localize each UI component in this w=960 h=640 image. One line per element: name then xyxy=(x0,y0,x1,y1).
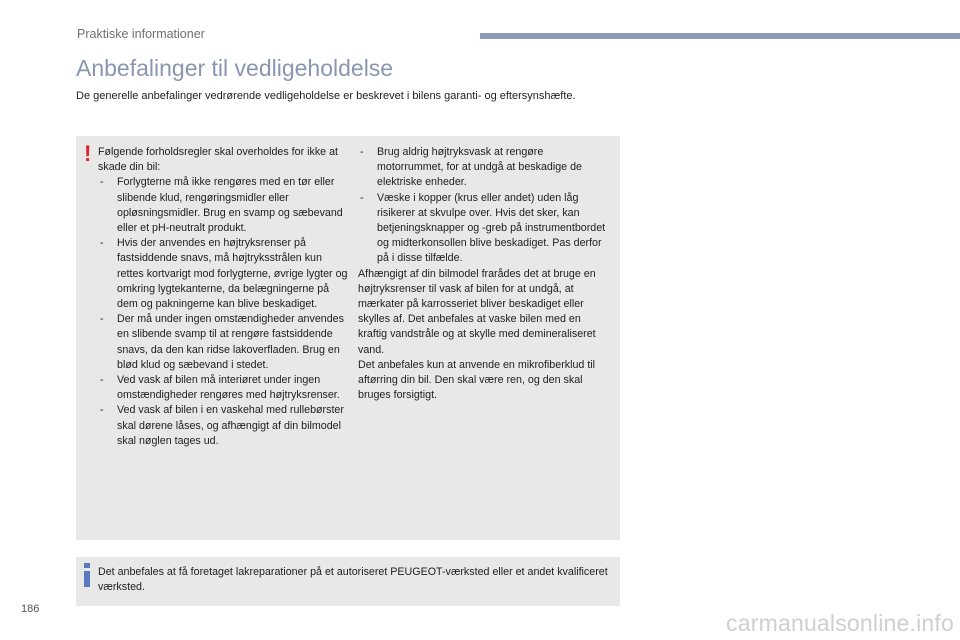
list-item-text: Brug aldrig højtryksvask at rengøre motorrummet, for at undgå at beskadige de elektriske enheder. xyxy=(377,146,582,189)
dash-bullet: - xyxy=(100,374,104,387)
list-item-text: Hvis der anvendes en højtryksrenser på fastsiddende snavs, må højtryksstrålen kun rettes kortvarigt mod forlygterne, øvrige lygter og omkring lygtekanterne, da belægningerne på dem og pakningerne kan blive beskadiget. xyxy=(117,237,348,311)
exclamation-icon: ! xyxy=(84,141,92,166)
warning-list-right xyxy=(358,145,606,267)
page-number: 186 xyxy=(21,603,40,615)
dash-bullet: - xyxy=(100,404,104,417)
list-item xyxy=(98,312,348,373)
dash-bullet: - xyxy=(360,191,364,204)
dash-bullet: - xyxy=(100,313,104,326)
intro-text: De generelle anbefalinger vedrørende vedligeholdelse er beskrevet i bilens garanti- og eftersynshæfte. xyxy=(76,90,576,102)
header-bar xyxy=(480,33,960,39)
list-item xyxy=(98,175,348,236)
list-item xyxy=(358,145,606,191)
page-title: Anbefalinger til vedligeholdelse xyxy=(76,55,394,81)
info-text: Det anbefales at få foretaget lakreparationer på et autoriseret PEUGEOT-værksted eller et andet kvalificeret værksted. xyxy=(98,566,608,593)
list-item xyxy=(98,403,348,449)
list-item-text: Ved vask af bilen i en vaskehal med rullebørster skal dørene låses, og afhængigt af din bilmodel skal nøglen tages ud. xyxy=(117,404,344,447)
warning-paragraph-2: Det anbefales kun at anvende en mikrofiberklud til aftørring din bil. Den skal være ren, og den skal bruges forsigtigt. xyxy=(358,358,596,402)
list-item-text: Der må under ingen omstændigheder anvendes en slibende svamp til at rengøre fastsiddende snavs, da den kan ridse lakoverfladen. Brug en blød klud og sæbevand i stedet. xyxy=(117,313,344,371)
info-box xyxy=(76,557,620,606)
warning-list-left xyxy=(98,175,348,449)
list-item xyxy=(98,236,348,312)
info-icon xyxy=(84,563,90,587)
warning-right-column xyxy=(358,145,606,403)
list-item-text: Ved vask af bilen må interiøret under ingen omstændigheder rengøres med højtryksrenser. xyxy=(117,374,340,402)
warning-left-column xyxy=(98,145,348,449)
watermark: carmanualsonline.info xyxy=(726,610,954,636)
list-item-text: Væske i kopper (krus eller andet) uden låg risikerer at skvulpe over. Hvis det sker, kan betjeningsknapper og -greb på instrumentbordet og midterkonsollen blive beskadiget. Pas derfor på i disse tilfælde. xyxy=(377,191,606,265)
section-label: Praktiske informationer xyxy=(77,27,205,41)
list-item-text: Forlygterne må ikke rengøres med en tør eller slibende klud, rengøringsmidler eller opløsningsmidler. Brug en svamp og sæbevand eller et pH-neutralt produkt. xyxy=(117,176,343,235)
dash-bullet: - xyxy=(360,146,364,158)
dash-bullet: - xyxy=(100,237,104,250)
list-item xyxy=(98,373,348,403)
warning-box xyxy=(76,136,620,540)
warning-paragraph-1: Afhængigt af din bilmodel frarådes det at bruge en højtryksrenser til vask af bilen for at undgå, at mærkater på karrosseriet bliver beskadiget eller skylles af. Det anbefales at vaske bilen med en kraftig vandstråle og at skylle med demineraliseret vand. xyxy=(358,267,596,356)
list-item xyxy=(358,191,606,267)
dash-bullet: - xyxy=(100,176,104,189)
warning-lead: Følgende forholdsregler skal overholdes for ikke at skade din bil: xyxy=(98,146,338,174)
